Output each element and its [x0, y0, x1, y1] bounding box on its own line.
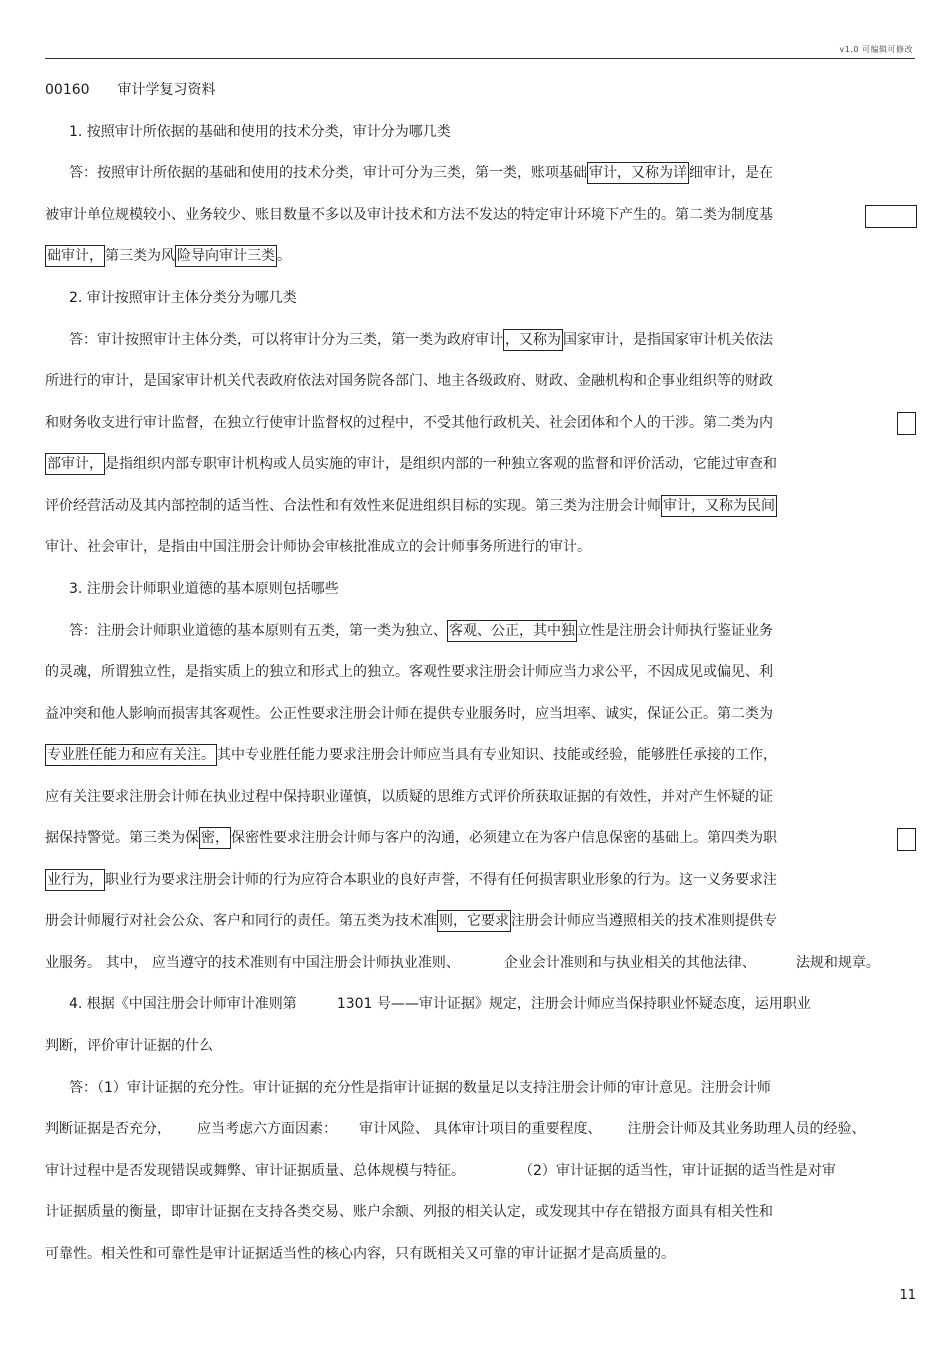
answer-3-line-8: 册会计师履行对社会公众、客户和同行的责任。第五类为技术准 则，它要求 注册会计师应当遵照相关的技术准则提供专: [45, 911, 885, 931]
answer-3-line-3: 益冲突和他人影响而损害其客观性。公正性要求注册会计师在提供专业服务时，应当坦率、诚实，保证公正。第二类为: [45, 706, 773, 722]
answer-3-line-5: 应有关注要求注册会计师在执业过程中保持职业谨慎，以质疑的思维方式评价所获取证据的有效性，并对产生怀疑的证: [45, 789, 773, 805]
question-4-line-2: 判断，评价审计证据的什么: [45, 1038, 213, 1054]
header-version: v1.0 可编辑可修改: [839, 45, 913, 54]
boxed-text: 专业胜任能力和应有关注。: [45, 744, 217, 766]
answer-4-line-1: 答：（1）审计证据的充分性。审计证据的充分性是指审计证据的数量足以支持注册会计师的审计意见。注册会计师: [69, 1080, 771, 1096]
answer-2-line-6: 审计、社会审计，是指由中国注册会计师协会审核批准成立的会计师事务所进行的审计。: [45, 539, 591, 555]
answer-2-line-1: 答：审计按照审计主体分类，可以将审计分为三类，第一类为政府审计 ，又称为 国家审计，是指国家审计机关依法: [69, 330, 885, 350]
answer-3-line-4: 专业胜任能力和应有关注。 其中专业胜任能力要求注册会计师应当具有专业知识、技能或经验，能够胜任承接的工作，: [45, 745, 885, 765]
answer-1-line-3: 础审计， 第三类为风 险导向审计三类 。: [45, 246, 885, 266]
answer-4-line-5: 可靠性。相关性和可靠性是审计证据适当性的核心内容，只有既相关又可靠的审计证据才是高质量的。: [45, 1246, 675, 1262]
boxed-text: 部审计，: [45, 453, 105, 475]
boxed-text: 础审计，: [45, 245, 105, 267]
question-3: 3. 注册会计师职业道德的基本原则包括哪些: [69, 581, 339, 597]
answer-2-line-4: 部审计， 是指组织内部专职审计机构或人员实施的审计，是组织内部的一种独立客观的监督和评价活动，它能过审查和: [45, 454, 885, 474]
question-2: 2. 审计按照审计主体分类分为哪几类: [69, 290, 297, 306]
doc-name: 审计学复习资料: [117, 82, 216, 98]
margin-box: [897, 412, 916, 435]
margin-box: [897, 828, 916, 851]
answer-2-line-5: 评价经营活动及其内部控制的适当性、合法性和有效性来促进组织目标的实现。第三类为注册会计师 审计，又称为民间: [45, 496, 885, 516]
course-code: 00160: [45, 82, 90, 98]
answer-1-line-2: 被审计单位规模较小、业务较少、账目数量不多以及审计技术和方法不发达的特定审计环境下产生的。第二类为制度基: [45, 207, 773, 223]
question-1: 1. 按照审计所依据的基础和使用的技术分类，审计分为哪几类: [69, 124, 451, 140]
doc-title: [45, 80, 885, 100]
boxed-text: 审计，又称为民间: [661, 495, 777, 517]
answer-4-line-3: 审计过程中是否发现错误或舞弊、审计证据质量、总体规模与特征。 （2）审计证据的适当性，审计证据的适当性是对审: [45, 1163, 836, 1179]
answer-3-line-7: 业行为， 职业行为要求注册会计师的行为应符合本职业的良好声誉，不得有任何损害职业形象的行为。这一义务要求注: [45, 870, 885, 890]
boxed-text: 险导向审计三类: [175, 245, 277, 267]
boxed-text: 密，: [199, 827, 231, 849]
answer-2-line-3: 和财务收支进行审计监督，在独立行使审计监督权的过程中，不受其他行政机关、社会团体和个人的干涉。第二类为内: [45, 415, 773, 431]
answer-3-line-1: 答：注册会计师职业道德的基本原则有五类，第一类为独立、 客观、公正，其中独 立性是注册会计师执行鉴证业务: [69, 621, 885, 641]
answer-3-line-9: 业服务。 其中， 应当遵守的技术准则有中国注册会计师执业准则、 企业会计准则和与执业相关的其他法律、 法规和规章。: [45, 955, 880, 971]
answer-4-line-4: 计证据质量的衡量，即审计证据在支持各类交易、账户余额、列报的相关认定，或发现其中存在错报方面具有相关性和: [45, 1204, 773, 1220]
header-rule: [45, 58, 915, 59]
margin-box: [865, 205, 917, 228]
page-number: 11: [899, 1288, 916, 1303]
question-4-line-1: 4. 根据《中国注册会计师审计准则第 1301 号——审计证据》规定，注册会计师应当保持职业怀疑态度，运用职业: [69, 996, 811, 1012]
answer-1-line-1: 答：按照审计所依据的基础和使用的技术分类，审计可分为三类，第一类，账项基础 审计，又称为详 细审计，是在: [69, 163, 885, 183]
boxed-text: 则，它要求: [437, 910, 511, 932]
answer-2-line-2: 所进行的审计，是国家审计机关代表政府依法对国务院各部门、地主各级政府、财政、金融机构和企事业组织等的财政: [45, 373, 773, 389]
boxed-text: 业行为，: [45, 869, 105, 891]
answer-3-line-6: 据保持警觉。第三类为保 密， 保密性要求注册会计师与客户的沟通，必须建立在为客户信息保密的基础上。第四类为职: [45, 828, 885, 848]
boxed-text: 客观、公正，其中独: [447, 620, 577, 642]
boxed-text: ，又称为: [503, 329, 563, 351]
answer-4-line-2: 判断证据是否充分， 应当考虑六方面因素： 审计风险、 具体审计项目的重要程度、 注册会计师及其业务助理人员的经验、: [45, 1121, 866, 1137]
boxed-text: 审计，又称为详: [587, 162, 689, 184]
answer-3-line-2: 的灵魂，所谓独立性，是指实质上的独立和形式上的独立。客观性要求注册会计师应当力求公平，不因成见或偏见、利: [45, 664, 773, 680]
